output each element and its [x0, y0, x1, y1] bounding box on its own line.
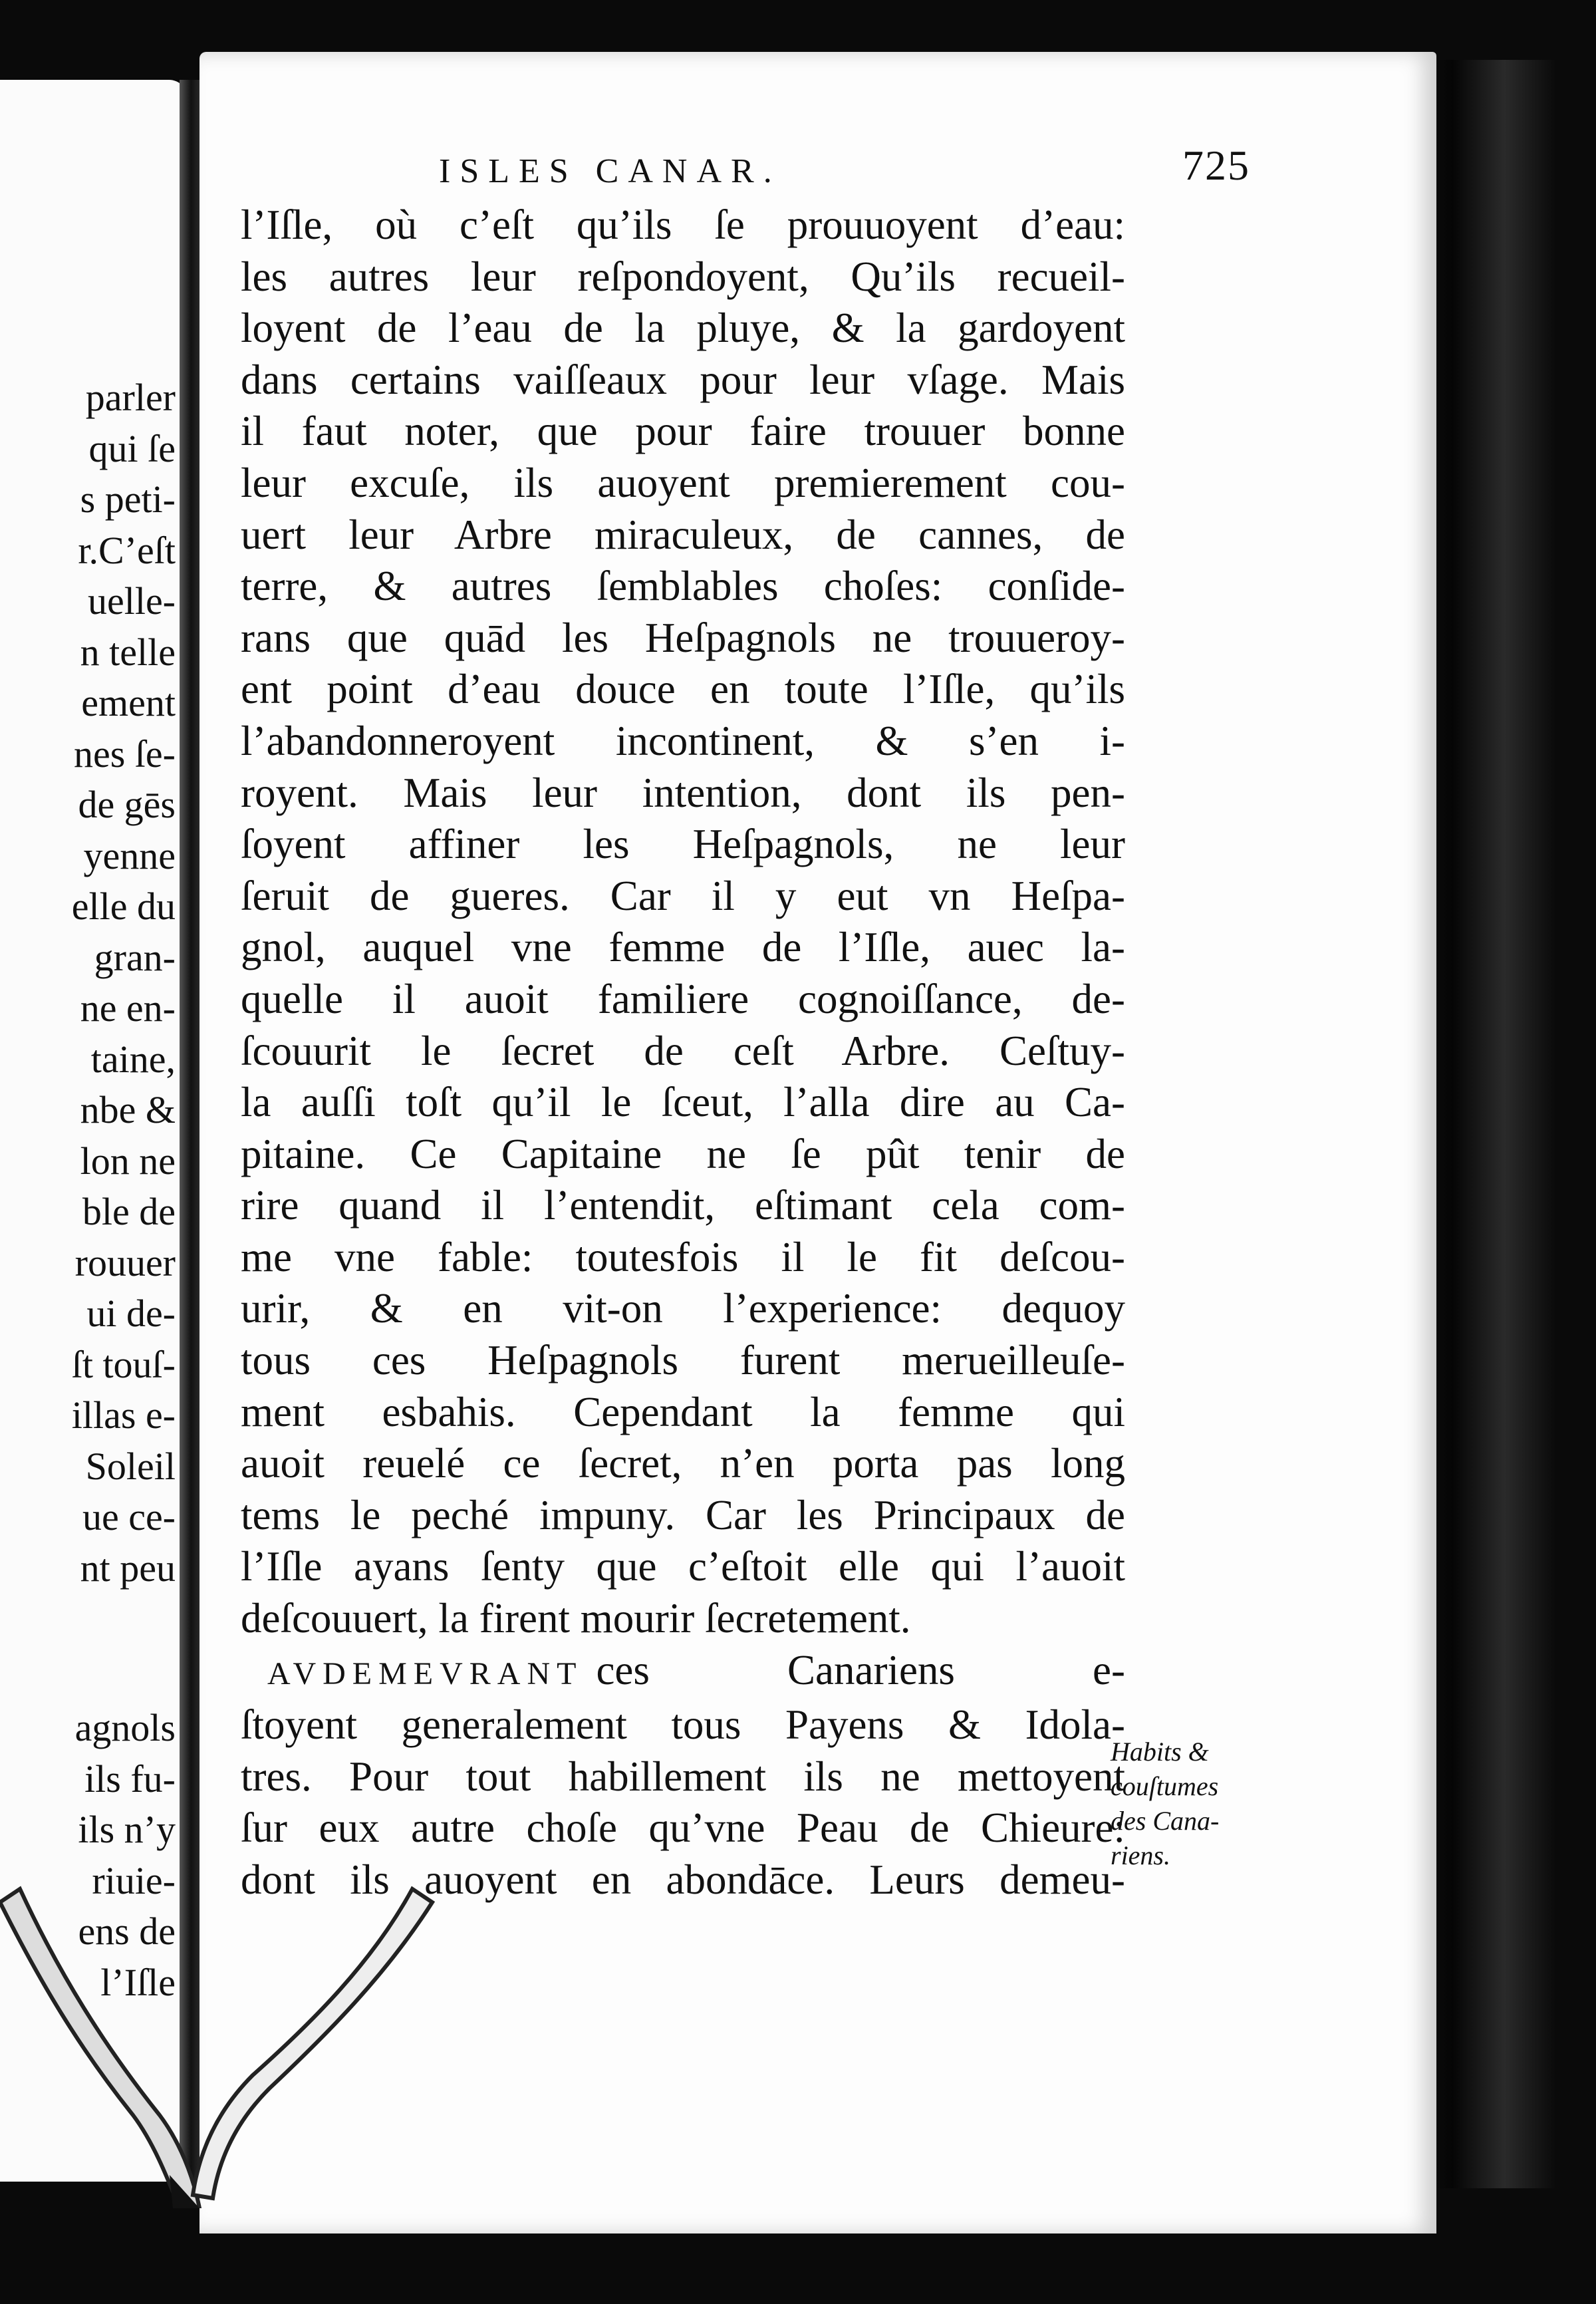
left-page-line: ne en-	[80, 986, 176, 1030]
text-line: tous ces Heſpagnols furent merueilleuſe-	[241, 1337, 1125, 1384]
left-page-line: de gēs	[78, 783, 176, 826]
text-line: rire quand il l’entendit, eſtimant cela com-	[241, 1182, 1125, 1229]
text-line: l’abandonneroyent incontinent, & s’en i-	[241, 717, 1125, 764]
left-page-line: ils n’y	[78, 1808, 176, 1851]
left-page-line: n telle	[80, 630, 176, 674]
text-line: l’Iſle, où c’eſt qu’ils ſe prouuoyent d’eau:	[241, 202, 1125, 248]
left-page-line: nes ſe-	[74, 732, 176, 776]
left-page-line: gran-	[94, 935, 176, 979]
margin-note-line: Habits &	[1111, 1737, 1209, 1767]
left-page-line: ue ce-	[82, 1495, 176, 1538]
text-line: ent point d’eau douce en toute l’Iſle, qu’ils	[241, 666, 1125, 713]
left-page-upper-text	[0, 372, 176, 1594]
text-line: ment esbahis. Cependant la femme qui	[241, 1388, 1125, 1435]
text-line: deſcouuert, la firent mourir ſecretement.	[241, 1595, 911, 1642]
left-page-line: nt peu	[80, 1546, 176, 1590]
margin-note	[1111, 1735, 1219, 1873]
text-line: royent. Mais leur intention, dont ils pen-	[241, 769, 1125, 816]
text-line: me vne fable: toutesfois il le fit deſcou-	[241, 1233, 1125, 1280]
left-page-line: l’Iſle	[100, 1960, 176, 2004]
paragraph-start-line	[241, 1645, 1125, 1700]
text-line: tems le peché impuny. Car les Principaux de	[241, 1491, 1125, 1538]
margin-note-line: des Cana-	[1111, 1806, 1220, 1836]
text-line: quelle il auoit familiere cognoiſſance, de-	[241, 975, 1125, 1022]
text-line: terre, & autres ſemblables choſes: conſide-	[241, 563, 1125, 610]
left-page-line: uelle-	[87, 579, 176, 623]
margin-note-line: couſtumes	[1111, 1771, 1219, 1801]
running-head-title: ISLES CANAR.	[439, 152, 781, 190]
left-page-line: taine,	[90, 1037, 176, 1081]
text-line: auoit reuelé ce ſecret, n’en porta pas long	[241, 1440, 1125, 1487]
left-page-line: lon ne	[80, 1139, 176, 1183]
text-line: leur excuſe, ils auoyent premierement cou-	[241, 459, 1125, 506]
text-line: ſcouurit le ſecret de ceſt Arbre. Ceſtuy-	[241, 1027, 1125, 1074]
text-line: les autres leur reſpondoyent, Qu’ils recueil-	[241, 253, 1125, 300]
left-page-line: illas e-	[71, 1393, 176, 1437]
left-page-line: s peti-	[80, 478, 176, 521]
text-line: il faut noter, que pour faire trouuer bonne	[241, 408, 1125, 455]
text-line: uert leur Arbre miraculeux, de cannes, de	[241, 511, 1125, 558]
left-page-line: riuie-	[92, 1858, 176, 1902]
left-page-line: ſt touſ-	[71, 1342, 176, 1386]
text-line: rans que quād les Heſpagnols ne trouueroy-	[241, 614, 1125, 661]
text-line: dont ils auoyent en abondāce. Leurs demeu-	[241, 1856, 1125, 1903]
left-page-line: ui de-	[86, 1292, 176, 1335]
text-line: gnol, auquel vne femme de l’Iſle, auec la-	[241, 924, 1125, 971]
left-page-line: agnols	[74, 1706, 176, 1749]
margin-note-line: riens.	[1111, 1840, 1170, 1870]
left-page-line: yenne	[83, 833, 176, 877]
text-line: ſtoyent generalement tous Payens & Idola-	[241, 1701, 1125, 1749]
left-page-line: ble de	[82, 1190, 176, 1233]
paragraph-lead-word: AVDEMEVRANT	[267, 1656, 583, 1691]
text-line: la auſſi toſt qu’il le ſceut, l’alla dire au Ca-	[241, 1079, 1125, 1126]
left-page-line: qui ſe	[88, 426, 176, 470]
ribbon-bookmark	[0, 1862, 466, 2208]
text-line: l’Iſle ayans ſenty que c’eſtoit elle qui l’auoit	[241, 1543, 1125, 1590]
page-number: 725	[1182, 142, 1250, 189]
left-page-line: r.C’eſt	[78, 528, 176, 572]
body-text	[241, 200, 1125, 1906]
left-page-line: ens de	[78, 1910, 176, 1953]
left-page-line: parler	[85, 376, 176, 419]
text-line: pitaine. Ce Capitaine ne ſe pût tenir de	[241, 1130, 1125, 1177]
text-line: urir, & en vit-on l’experience: dequoy	[241, 1285, 1125, 1332]
text-line-rest: ces Canariens e-	[596, 1646, 1125, 1693]
text-line: ſoyent affiner les Heſpagnols, ne leur	[241, 821, 1125, 868]
left-page-line: ils fu-	[84, 1757, 176, 1800]
text-line: ſur eux autre choſe qu’vne Peau de Chieure:	[241, 1804, 1125, 1852]
left-page-line: elle du	[71, 885, 176, 928]
left-page-line: nbe &	[80, 1088, 176, 1131]
text-line: loyent de l’eau de la pluye, & la gardoyent	[241, 305, 1125, 352]
left-page-line: rouuer	[74, 1240, 176, 1284]
left-page-line: Soleil	[85, 1444, 176, 1488]
text-line: ſeruit de gueres. Car il y eut vn Heſpa-	[241, 872, 1125, 919]
text-line: dans certains vaiſſeaux pour leur vſage. Mais	[241, 356, 1125, 403]
text-line: tres. Pour tout habillement ils ne mettoyent	[241, 1753, 1125, 1800]
left-page-line: ement	[81, 681, 176, 724]
